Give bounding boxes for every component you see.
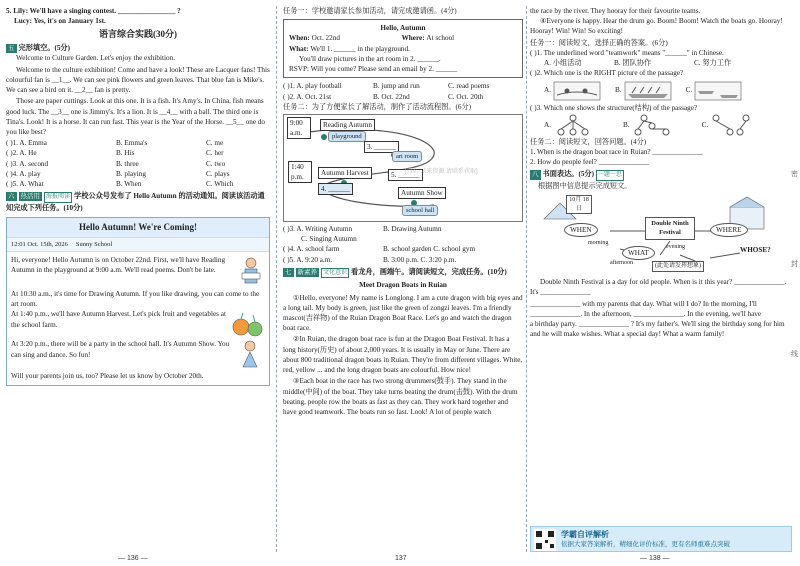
- part-number: 七: [285, 268, 292, 276]
- notice-time: 12:01 Oct. 15th, 2026: [11, 240, 68, 248]
- reading-paragraph: ②In Ruian, the dragon boat race is fun at the Dragon Boat Festival. It has a long history(历史) of about 2,000 years. It is usually in May or June. There are about 800 traditional dragon boats in Ruian. They're from different villages. White, red, yellow ... and the long dragon boats are colourful. How nice!: [283, 335, 523, 375]
- flow-label: 3. ______: [364, 141, 399, 153]
- essay-paragraph[interactable]: ______________ with my parents that day. What will I do? In the morning, I'll ______________. In the afternoon, ______________. In the evening, we'll have: [530, 299, 762, 318]
- option-item[interactable]: ( )3. A. Writing Autumn: [283, 224, 353, 233]
- essay-paragraph[interactable]: a birthday party. ______________ ? It's my father's. We'll sing the birthday song for him and he will make wishes. What a special day! What a warm family!: [530, 320, 785, 339]
- option-item[interactable]: B. playing: [116, 169, 146, 178]
- promo-banner[interactable]: [530, 526, 792, 552]
- page-137: [283, 6, 523, 552]
- flow-label: Autumn Harvest: [318, 167, 372, 179]
- part-title: 完形填空。(5分): [18, 44, 71, 53]
- passage-paragraph: Welcome to Culture Garden. Let's enjoy the exhibition.: [16, 54, 175, 63]
- part-number: 六: [8, 193, 15, 201]
- question: ( )2. Which one is the RIGHT picture of the passage?: [530, 69, 684, 78]
- essay-paragraph[interactable]: Double Ninth Festival is a day for old people. When is it this year? ______________. It's ______________: [530, 278, 787, 297]
- mind-label-morning: morning: [588, 240, 609, 247]
- mind-node-what: WHAT: [622, 246, 655, 260]
- mind-node-when: WHEN: [564, 223, 598, 237]
- option-item[interactable]: ( )1. A. play football: [283, 82, 342, 91]
- option-item[interactable]: B. Emma's: [116, 139, 148, 148]
- part-tag: 热活用: [20, 193, 40, 201]
- question: ( )1. The underlined word "teamwork" means "______" in Chinese.: [530, 48, 724, 57]
- mind-label-evening: evening: [666, 244, 685, 251]
- notice-title: Hello Autumn! We're Coming!: [7, 218, 269, 237]
- option-item[interactable]: C. Which: [206, 180, 234, 189]
- option-item[interactable]: B. school garden C. school gym: [383, 245, 476, 254]
- option-item[interactable]: C.: [701, 120, 709, 129]
- page-number: 137: [395, 555, 407, 563]
- time-box: 9:00 a.m.: [287, 117, 311, 139]
- question: 2. How do people feel? ______________: [530, 158, 649, 167]
- option-item[interactable]: B. three: [116, 159, 139, 168]
- option-item[interactable]: ( )5. A. 9:20 a.m.: [283, 255, 333, 264]
- option-item[interactable]: B. jump and run: [373, 82, 420, 91]
- part-title: 书面表达。(5分): [542, 170, 595, 179]
- option-item[interactable]: A. 小组活动: [544, 59, 582, 68]
- part-title: 看龙舟，画端午。请阅读短文，完成任务。(10分): [351, 267, 507, 276]
- passage-paragraph: Welcome to the culture exhibition! Come and have a look! These are Lacquer fans! This colourful fan is __1__. We can see pink flowers and green leaves. That blue fan is Mike's. We can see a bird on it. __2__ fan is pretty.: [6, 65, 270, 95]
- notice-author: Sunny School: [75, 240, 113, 248]
- notice-card: [6, 217, 270, 386]
- notice-paragraph: At 1:40 p.m., we'll have Autumn Harvest. Let's pick fruit and vegetables at the school farm.: [11, 310, 226, 329]
- option-item[interactable]: C. plays: [206, 169, 230, 178]
- page-number: — 136 —: [118, 555, 148, 563]
- question: 1. When is the dragon boat race in Ruian? ______________: [530, 147, 703, 156]
- option-item[interactable]: B. 团队协作: [614, 59, 652, 68]
- option-item[interactable]: C. read poems: [448, 82, 490, 91]
- invitation-title: Hello, Autumn: [380, 24, 426, 33]
- page-136: [6, 6, 270, 552]
- task-title: 任务二：为了方便家长了解活动，制作了活动流程图。(6分): [283, 102, 472, 111]
- option-item[interactable]: C. 努力工作: [694, 59, 732, 68]
- boats-picture-icon: [694, 81, 742, 101]
- option-item[interactable]: B. Oct. 22nd: [373, 92, 410, 101]
- reading-paragraph: ③Each boat in the race has two strong drummers(鼓手). They stand in the middle(中间) of the boat. They take turns beating the drum(击鼓). With the drum beating, people row the boats as fast as they can. They work hard together and have good teamwork. The boats run so fast. Look! A lot of people watch: [283, 377, 518, 416]
- race-picture-icon: [553, 81, 601, 101]
- task-title: 任务二：阅读短文，回答问题。(4分): [530, 137, 647, 146]
- structure-tree-icon: [710, 114, 750, 136]
- option-item[interactable]: B.: [615, 86, 622, 95]
- reading-paragraph: ①Hello, everyone! My name is Longlong. I am a cute dragon with big eyes and a long tail. My body is green, just like the green of zongzi leaves. I'm a friendly mascot(吉祥物) of the Ruian Dragon Boat Race. Let's go and watch the dragon boat race.: [283, 293, 523, 333]
- dancing-girl-icon: [235, 339, 265, 371]
- where-label: Where:: [401, 34, 425, 43]
- task-title: 任务一：学校邀请家长参加活动，请完成邀请函。(4分): [283, 7, 457, 15]
- reading-girl-icon: [237, 255, 265, 289]
- part-title: 学校公众号发布了 Hello Autumn 的活动通知。阅读该活动通知完成下列任务。(10分): [6, 192, 265, 212]
- mind-node-whose: WHOSE?: [740, 246, 771, 255]
- when-label: When:: [289, 34, 310, 43]
- option-item[interactable]: ( )5. A. What: [6, 180, 44, 189]
- flow-chart: [283, 114, 523, 222]
- flow-label: Reading Autumn: [320, 119, 375, 131]
- calendar-icon: 10月 18日: [566, 195, 592, 214]
- notice-paragraph: At 3:20 p.m., there will be a party in the school hall. It's Autumn Show. You can sing and dance. So fun!: [11, 340, 230, 359]
- binding-mark: 线: [791, 350, 798, 358]
- notice-paragraph: Will your parents join us, too? Please let us know by October 20th.: [11, 372, 204, 381]
- what-label: What:: [289, 44, 309, 53]
- mind-hint: (此处请发挥想象): [652, 261, 704, 272]
- page-number: — 138 —: [640, 555, 670, 563]
- option-item[interactable]: B. 3:00 p.m. C. 3:20 p.m.: [383, 255, 457, 264]
- option-item[interactable]: C. her: [206, 149, 224, 158]
- flow-label: 4. ______: [318, 183, 353, 195]
- structure-tree-icon: [632, 114, 672, 136]
- invitation-card: [283, 19, 523, 78]
- dragon-boat-picture-icon: [624, 81, 672, 101]
- part-number: 五: [8, 45, 15, 53]
- flow-label: 5. ______: [388, 169, 423, 181]
- part-number: 八: [532, 171, 539, 179]
- qr-code-icon: [534, 529, 556, 551]
- option-item[interactable]: C. me: [206, 139, 224, 148]
- option-item[interactable]: C. two: [206, 159, 226, 168]
- section-title: 语言综合实践(30分): [99, 29, 177, 40]
- page-138: [530, 6, 792, 552]
- reading-paragraph: the race by the river. They hooray for their favourite teams.: [530, 7, 701, 15]
- option-item[interactable]: ( )3. A. second: [6, 159, 49, 168]
- page-divider: [276, 6, 277, 552]
- part-tag: 文化意识: [321, 268, 349, 279]
- option-item[interactable]: ( )4. A. school farm: [283, 245, 340, 254]
- option-item[interactable]: C. Singing Autumn: [301, 235, 357, 244]
- vegetables-icon: [231, 309, 265, 339]
- mind-node-center: Double Ninth Festival: [645, 217, 695, 239]
- option-item[interactable]: C. Oct. 20th: [448, 92, 484, 101]
- q5-question: 5. Lily: We'll have a singing contest. ________________ ?: [6, 7, 181, 15]
- what-value: We'll 1. ______ in the playground.: [310, 44, 410, 53]
- q5-answer: Lucy: Yes, it's on January 1st.: [14, 17, 106, 26]
- question: ( )3. Which one shows the structure(结构) of the passage?: [530, 103, 698, 112]
- time-box: 1:40 p.m.: [288, 161, 312, 183]
- place-pill: art room: [392, 151, 422, 162]
- notice-paragraph: Hi, everyone! Hello Autumn is on October 22nd. First, we'll have Reading Autumn in the playground at 9:00 a.m. We'll read poems. Don't be late.: [11, 255, 226, 275]
- option-item[interactable]: B.: [623, 120, 630, 129]
- where-value: At school: [426, 34, 455, 43]
- option-item[interactable]: B. His: [116, 149, 135, 158]
- binding-mark: 封: [791, 260, 798, 268]
- reading-title: Meet Dragon Boats in Ruian: [359, 281, 447, 290]
- passage-paragraph: Those are paper cuttings. Look at this one. It is a fish. It's Amy's. In China, fish means good luck. The __3__ one is Jimmy's. It's a lion. It is __4__ with a ball. The third one is Tina's. Look! It is a horse. It can run fast. This year is the Year of the Horse. __5__ one do you like best?: [6, 97, 266, 136]
- part-tag: 一题一思: [596, 170, 624, 181]
- option-item[interactable]: ( )2. A. Oct. 21st: [283, 92, 332, 101]
- page-divider: [526, 6, 527, 552]
- binding-mark: 密: [791, 170, 798, 178]
- mind-label-afternoon: afternoon: [610, 260, 633, 267]
- mind-node-where: WHERE: [710, 223, 748, 237]
- option-item[interactable]: A.: [544, 86, 551, 95]
- part-subtitle: 根据图中信息提示完成短文。: [538, 181, 632, 190]
- invitation-line: You'll draw pictures in the art room in 2. ______.: [299, 54, 441, 63]
- options-list: [6, 138, 270, 189]
- option-item[interactable]: C.: [685, 86, 693, 95]
- task-title: 任务一：阅读短文，选择正确的答案。(6分): [530, 38, 668, 47]
- mind-map: [530, 193, 792, 275]
- banner-text: 依据大家答案解析，精细化评价标准，更有名师重难点突破: [561, 541, 730, 548]
- notice-paragraph: At 10:30 a.m., it's time for Drawing Autumn. If you like drawing, you can come to the art room.: [11, 289, 260, 309]
- reading-paragraph: ④Everyone is happy. Hear the drum go. Boom! Boom! Watch the boats go. Hooray! Hooray! Win! Win! So exciting!: [530, 17, 783, 36]
- rsvp-line: RSVP: Will you come? Please send an email by 2. ______: [289, 65, 458, 74]
- structure-tree-icon: [553, 114, 593, 136]
- when-value: Oct. 22nd: [311, 34, 340, 43]
- option-item[interactable]: B. Drawing Autumn: [383, 224, 442, 233]
- banner-title: 学霸自评解析: [561, 530, 609, 539]
- option-item[interactable]: A.: [544, 120, 551, 129]
- option-item[interactable]: ( )2. A. He: [6, 149, 37, 158]
- place-pill: playground: [328, 131, 366, 142]
- option-item[interactable]: ( )1. A. Emma: [6, 139, 47, 148]
- watermark: [百么 录来资源 请联系获取]: [405, 169, 478, 175]
- option-item[interactable]: B. When: [116, 180, 142, 189]
- flow-label: Autumn Show: [398, 187, 446, 199]
- place-pill: school hall: [402, 205, 438, 216]
- part-tag: 新素养: [297, 268, 317, 276]
- part-tag: 海报阅读: [44, 192, 72, 203]
- option-item[interactable]: ( )4. A. play: [6, 169, 41, 178]
